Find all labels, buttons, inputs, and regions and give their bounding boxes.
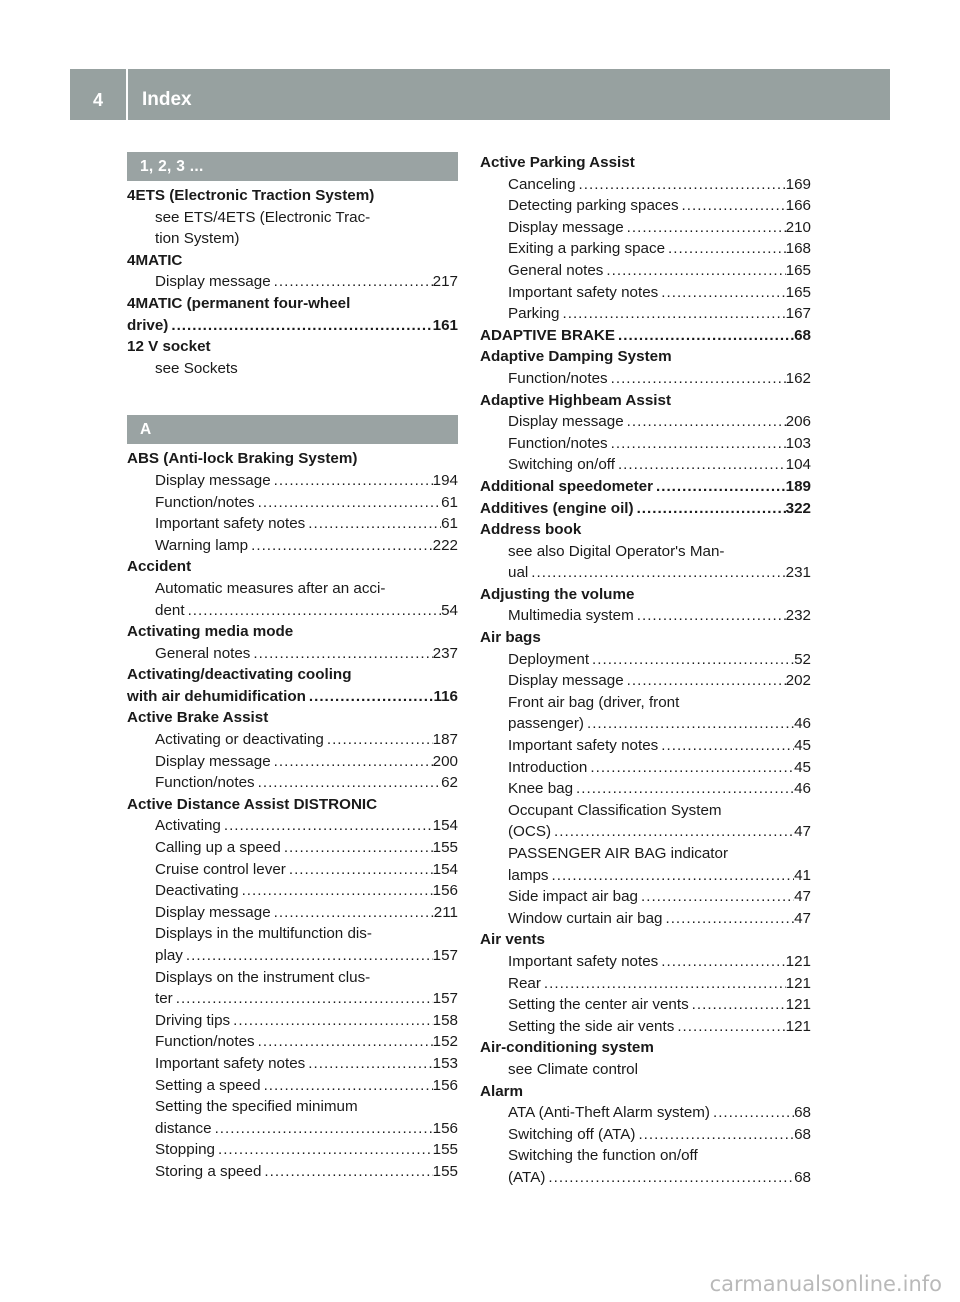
page-reference: 231	[785, 564, 811, 582]
index-subentry-text: Occupant Classification System	[508, 801, 722, 819]
index-term: Adaptive Damping System	[480, 348, 672, 366]
index-subentry	[127, 1075, 458, 1097]
index-subentry	[127, 988, 458, 1010]
page-reference: 217	[432, 273, 458, 291]
entry-label: ual	[508, 564, 529, 582]
index-section-header: 1, 2, 3 ...	[127, 152, 458, 181]
page-reference: 47	[794, 909, 811, 927]
index-term: Adaptive Highbeam Assist	[480, 391, 672, 409]
entry-label: Important safety notes	[155, 1054, 306, 1072]
dot-leader	[271, 470, 433, 492]
entry-label: Calling up a speed	[155, 839, 281, 857]
page-reference: 153	[432, 1054, 458, 1072]
page-reference: 169	[785, 175, 811, 193]
page-reference: 165	[785, 261, 811, 279]
page-reference: 156	[432, 1076, 458, 1094]
dot-leader	[587, 757, 794, 779]
index-subentry	[127, 837, 458, 859]
dot-leader	[689, 994, 786, 1016]
page-reference: 46	[794, 715, 811, 733]
page-reference: 232	[785, 607, 811, 625]
entry-label: Storing a speed	[155, 1162, 262, 1180]
index-subentry	[480, 562, 811, 584]
entry-label: Warning lamp	[155, 536, 249, 554]
index-subentry	[480, 649, 811, 671]
entry-label: Exiting a parking space	[508, 240, 666, 258]
entry-label: Deployment	[508, 650, 590, 668]
entry-label: Side impact air bag	[508, 888, 639, 906]
page-title: Index	[142, 89, 192, 110]
page-reference: 206	[785, 413, 811, 431]
index-subentry	[127, 1139, 458, 1161]
entry-label: General notes	[508, 261, 604, 279]
page-reference: 61	[441, 493, 458, 511]
index-subentry	[480, 713, 811, 735]
page-reference: 155	[432, 1162, 458, 1180]
index-term-entry	[127, 686, 458, 708]
index-term: 4MATIC	[127, 251, 183, 269]
entry-label: Display message	[508, 218, 624, 236]
dot-leader	[624, 411, 786, 433]
index-subentry-text: Setting the specified minimum	[155, 1098, 358, 1116]
page-reference: 45	[794, 737, 811, 755]
dot-leader	[679, 195, 786, 217]
entry-label: Deactivating	[155, 882, 239, 900]
entry-label: Detecting parking spaces	[508, 197, 679, 215]
page-reference: 68	[794, 1125, 811, 1143]
entry-label: ADAPTIVE BRAKE	[480, 326, 616, 344]
entry-label: Display message	[508, 672, 624, 690]
index-subentry	[480, 908, 811, 930]
entry-label: ter	[155, 990, 173, 1008]
page-reference: 54	[441, 601, 458, 619]
dot-leader	[545, 1167, 794, 1189]
page-reference: 47	[794, 823, 811, 841]
index-term: Alarm	[480, 1082, 524, 1100]
watermark: carmanualsonline.info	[709, 1272, 942, 1296]
dot-leader	[710, 1102, 794, 1124]
dot-leader	[662, 908, 794, 930]
entry-label: Function/notes	[508, 369, 608, 387]
index-subentry	[480, 951, 811, 973]
entry-label: Setting a speed	[155, 1076, 261, 1094]
index-subentry-text: see ETS/4ETS (Electronic Trac-	[155, 208, 371, 226]
index-subentry	[127, 772, 458, 794]
index-subentry	[480, 778, 811, 800]
entry-label: (ATA)	[508, 1168, 546, 1186]
index-subentry	[127, 271, 458, 293]
entry-label: Activating	[155, 817, 221, 835]
index-subentry	[480, 368, 811, 390]
index-subentry	[127, 880, 458, 902]
index-subentry	[127, 729, 458, 751]
page-reference: 104	[785, 456, 811, 474]
index-subentry	[127, 1118, 458, 1140]
dot-leader	[584, 713, 794, 735]
dot-leader	[271, 271, 433, 293]
dot-leader	[541, 973, 786, 995]
page-reference: 68	[794, 1104, 811, 1122]
page-reference: 167	[785, 305, 811, 323]
dot-leader	[305, 1053, 432, 1075]
dot-leader	[615, 325, 794, 347]
dot-leader	[215, 1139, 433, 1161]
page-reference: 152	[432, 1033, 458, 1051]
entry-label: Activating or deactivating	[155, 731, 324, 749]
dot-leader	[573, 778, 794, 800]
entry-label: Switching on/off	[508, 456, 615, 474]
dot-leader	[674, 1016, 785, 1038]
index-subentry	[480, 865, 811, 887]
index-subentry	[480, 757, 811, 779]
index-subentry	[480, 282, 811, 304]
index-subentry-text: PASSENGER AIR BAG indicator	[508, 845, 729, 862]
page-reference: 46	[794, 780, 811, 798]
entry-label: Important safety notes	[155, 515, 306, 533]
index-term: Activating/deactivating cooling	[127, 666, 352, 684]
index-subentry-text: Automatic measures after an acci-	[155, 579, 386, 597]
index-subentry-text: see Sockets	[155, 359, 238, 377]
entry-label: Knee bag	[508, 780, 574, 798]
page-reference: 41	[794, 866, 811, 884]
entry-label: Display message	[155, 752, 271, 770]
page-reference: 154	[432, 860, 458, 878]
page-reference: 222	[432, 536, 458, 554]
page-header	[70, 69, 890, 120]
index-subentry	[127, 535, 458, 557]
index-subentry	[480, 174, 811, 196]
dot-leader	[271, 902, 434, 924]
dot-leader	[603, 260, 785, 282]
index-subentry-text: Switching the function on/off	[508, 1147, 698, 1165]
dot-leader	[324, 729, 433, 751]
dot-leader	[255, 1031, 433, 1053]
header-divider	[126, 69, 128, 120]
index-term: Address book	[480, 521, 582, 539]
entry-label: Switching off (ATA)	[508, 1125, 636, 1143]
dot-leader	[250, 643, 432, 665]
index-subentry	[480, 1124, 811, 1146]
index-subentry	[480, 973, 811, 995]
index-subentry	[480, 735, 811, 757]
entry-label: Function/notes	[155, 1033, 255, 1051]
index-term-entry	[480, 325, 811, 347]
index-term: Active Brake Assist	[127, 709, 269, 727]
entry-label: Important safety notes	[508, 283, 659, 301]
entry-label: Function/notes	[155, 493, 255, 511]
page-reference: 62	[441, 774, 458, 792]
page-reference: 237	[432, 644, 458, 662]
page-reference: 157	[432, 947, 458, 964]
dot-leader	[634, 605, 786, 627]
index-subentry	[127, 1053, 458, 1075]
index-subentry	[480, 994, 811, 1016]
entry-label: lamps	[508, 866, 549, 884]
index-subentry	[127, 1161, 458, 1183]
entry-label: Display message	[155, 273, 271, 291]
index-term: 12 V socket	[127, 338, 211, 356]
index-subentry	[127, 1031, 458, 1053]
entry-label: distance	[155, 1119, 212, 1137]
entry-label: drive)	[127, 316, 169, 334]
dot-leader	[183, 945, 433, 967]
page-reference: 162	[785, 369, 811, 387]
dot-leader	[653, 476, 786, 498]
index-term: ABS (Anti-lock Braking System)	[127, 450, 358, 468]
dot-leader	[528, 562, 785, 584]
dot-leader	[638, 886, 794, 908]
dot-leader	[608, 433, 786, 455]
page-reference: 322	[785, 499, 811, 517]
dot-leader	[560, 303, 786, 325]
entry-label: ATA (Anti-Theft Alarm system)	[508, 1104, 710, 1122]
index-subentry	[127, 643, 458, 665]
page-reference: 156	[432, 1119, 458, 1137]
index-subentry-text: tion System)	[155, 230, 240, 248]
page-reference: 158	[432, 1011, 458, 1029]
page-reference: 200	[432, 752, 458, 770]
page-reference: 210	[785, 218, 811, 236]
dot-leader	[306, 686, 434, 708]
entry-label: dent	[155, 601, 185, 619]
index-subentry	[127, 513, 458, 535]
index-section-header: A	[127, 415, 458, 444]
page-reference: 103	[785, 434, 811, 452]
page-reference: 154	[432, 817, 458, 835]
dot-leader	[173, 988, 433, 1010]
index-subentry	[480, 217, 811, 239]
dot-leader	[248, 535, 433, 557]
dot-leader	[634, 498, 786, 520]
dot-leader	[549, 865, 795, 887]
entry-label: Multimedia system	[508, 607, 634, 625]
page-reference: 121	[785, 1017, 811, 1035]
index-subentry	[480, 411, 811, 433]
dot-leader	[271, 751, 433, 773]
index-term-entry	[480, 476, 811, 498]
index-subentry	[127, 859, 458, 881]
dot-leader	[635, 1124, 794, 1146]
dot-leader	[658, 951, 785, 973]
entry-label: General notes	[155, 644, 251, 662]
index-subentry	[480, 1102, 811, 1124]
page-reference: 157	[432, 990, 458, 1008]
page-reference: 52	[794, 650, 811, 668]
index-subentry	[480, 303, 811, 325]
index-term: Accident	[127, 558, 192, 576]
entry-label: Setting the side air vents	[508, 1017, 675, 1035]
page-reference: 168	[785, 240, 811, 258]
index-subentry-text: Displays in the multifunction dis-	[155, 925, 372, 943]
entry-label: Function/notes	[155, 774, 255, 792]
index-term: 4MATIC (permanent four-wheel	[127, 294, 351, 312]
index-subentry	[480, 821, 811, 843]
dot-leader	[624, 217, 786, 239]
page-reference: 47	[794, 888, 811, 906]
dot-leader	[261, 1075, 433, 1097]
entry-label: Display message	[155, 471, 271, 489]
page-reference: 156	[432, 882, 458, 900]
index-subentry	[127, 902, 458, 924]
page-reference: 211	[433, 903, 458, 921]
index-subentry	[127, 1010, 458, 1032]
index-subentry-text: see Climate control	[508, 1060, 638, 1078]
entry-label: Additives (engine oil)	[480, 499, 634, 517]
entry-label: Rear	[508, 974, 541, 992]
index-term-entry	[480, 498, 811, 520]
index-term: Air-conditioning system	[480, 1039, 654, 1057]
entry-label: Important safety notes	[508, 952, 659, 970]
entry-label: Stopping	[155, 1141, 215, 1159]
dot-leader	[658, 282, 785, 304]
index-subentry-text: Front air bag (driver, front	[508, 693, 680, 711]
page-number: 4	[92, 90, 103, 110]
index-term-entry	[127, 315, 458, 337]
index-subentry-text: see also Digital Operator's Man-	[508, 542, 725, 560]
index-subentry	[480, 886, 811, 908]
dot-leader	[608, 368, 786, 390]
dot-leader	[615, 454, 786, 476]
entry-label: passenger)	[508, 715, 584, 733]
page-reference: 155	[432, 839, 458, 857]
entry-label: play	[155, 947, 183, 964]
index-subentry	[480, 1167, 811, 1189]
dot-leader	[212, 1118, 433, 1140]
dot-leader	[168, 315, 432, 337]
page-reference: 116	[433, 687, 458, 705]
index-term: Activating media mode	[127, 623, 294, 641]
page-reference: 161	[432, 316, 458, 334]
dot-leader	[185, 600, 442, 622]
entry-label: Additional speedometer	[480, 477, 653, 495]
dot-leader	[658, 735, 794, 757]
page-reference: 194	[432, 471, 458, 489]
dot-leader	[255, 492, 441, 514]
index-term: Adjusting the volume	[480, 585, 635, 603]
dot-leader	[261, 1161, 432, 1183]
dot-leader	[255, 772, 441, 794]
index-subentry	[127, 492, 458, 514]
index-column-right	[480, 152, 811, 1189]
entry-label: with air dehumidification	[127, 687, 306, 705]
page-reference: 189	[785, 477, 811, 495]
index-subentry	[480, 195, 811, 217]
index-subentry	[480, 433, 811, 455]
page-reference: 202	[785, 672, 811, 690]
index-subentry	[127, 815, 458, 837]
section-spacer	[127, 379, 458, 415]
dot-leader	[230, 1010, 433, 1032]
page-reference: 155	[432, 1141, 458, 1159]
page-reference: 121	[785, 974, 811, 992]
index-subentry	[127, 470, 458, 492]
entry-label: Canceling	[508, 175, 576, 193]
page-reference: 121	[785, 996, 811, 1014]
entry-label: Important safety notes	[508, 737, 659, 755]
dot-leader	[589, 649, 794, 671]
entry-label: Display message	[155, 903, 271, 921]
page-reference: 187	[432, 731, 458, 749]
entry-label: (OCS)	[508, 823, 552, 841]
dot-leader	[576, 174, 786, 196]
dot-leader	[624, 670, 786, 692]
index-term: Active Distance Assist DISTRONIC	[127, 795, 378, 813]
dot-leader	[286, 859, 433, 881]
entry-label: Cruise control lever	[155, 860, 286, 878]
entry-label: Window curtain air bag	[508, 909, 663, 927]
page-reference: 166	[785, 197, 811, 215]
index-term: 4ETS (Electronic Traction System)	[127, 187, 375, 204]
index-term: Air vents	[480, 931, 545, 949]
dot-leader	[239, 880, 433, 902]
dot-leader	[281, 837, 433, 859]
index-subentry	[127, 751, 458, 773]
dot-leader	[551, 821, 794, 843]
page-reference: 61	[441, 515, 458, 533]
entry-label: Parking	[508, 305, 560, 323]
page-reference: 68	[794, 1168, 811, 1186]
index-subentry	[480, 1016, 811, 1038]
index-subentry-text: Displays on the instrument clus-	[155, 968, 371, 986]
entry-label: Introduction	[508, 758, 588, 776]
dot-leader	[665, 238, 786, 260]
dot-leader	[305, 513, 441, 535]
index-subentry	[480, 260, 811, 282]
index-subentry	[127, 600, 458, 622]
entry-label: Display message	[508, 413, 624, 431]
index-subentry	[480, 238, 811, 260]
page-reference: 68	[794, 326, 811, 344]
index-subentry	[127, 945, 458, 967]
index-subentry	[480, 670, 811, 692]
index-column-left	[127, 152, 458, 1183]
entry-label: Function/notes	[508, 434, 608, 452]
page-reference: 165	[785, 283, 811, 301]
entry-label: Setting the center air vents	[508, 996, 689, 1014]
index-term: Active Parking Assist	[480, 154, 635, 171]
index-subentry	[480, 605, 811, 627]
index-term: Air bags	[480, 629, 541, 647]
entry-label: Driving tips	[155, 1011, 231, 1029]
index-subentry	[480, 454, 811, 476]
page-reference: 45	[794, 758, 811, 776]
dot-leader	[221, 815, 433, 837]
page-reference: 121	[785, 952, 811, 970]
